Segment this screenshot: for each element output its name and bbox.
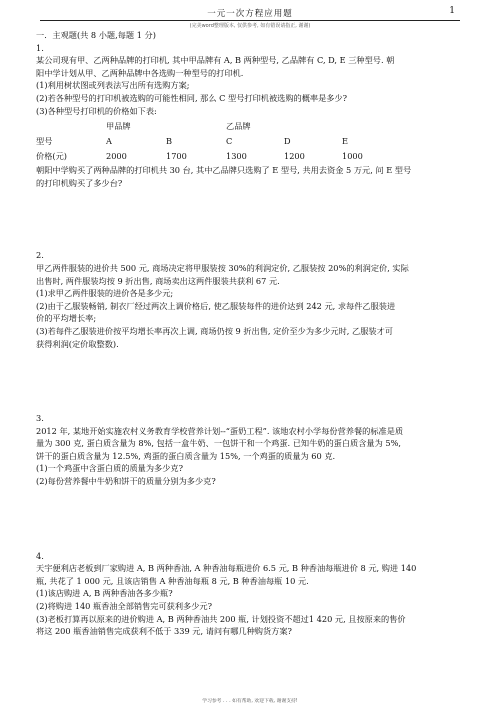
question-number: 2. (36, 250, 44, 261)
table-cell: 2000 (106, 151, 127, 162)
question-text-line: 量为 300 克, 蛋白质含量为 8%, 包括一盒牛奶、一包饼干和一个鸡蛋. 已知牛奶的蛋白质含量为 5%, (36, 438, 401, 449)
page-footer: 学习参考 . . . 如有帮助, 欢迎下载, 谢谢支持! (202, 699, 298, 704)
question-text-line: 阳中学计划从甲、乙两种品牌中各选购一种型号的打印机. (36, 67, 244, 78)
table-cell: 1000 (342, 151, 363, 162)
table-cell: 甲品牌 (106, 121, 131, 132)
question-4 (36, 550, 466, 638)
question-text-line: 出售时, 两件服装均按 9 折出售, 商场卖出这两件服装共获利 67 元. (36, 275, 280, 286)
table-row (36, 134, 400, 149)
question-text-line: (3)若每件乙服装进价按平均增长率再次上调, 商场仍按 9 折出售, 定价至少为多少元时, 乙服装才可 (36, 325, 393, 336)
question-number: 4. (36, 550, 44, 561)
table-cell (342, 119, 400, 134)
table-cell: C (226, 136, 233, 147)
table-row (36, 149, 400, 164)
question-text-line: (1)求甲乙两件服装的进价各是多少元; (36, 288, 174, 299)
table-cell: 价格(元) (36, 151, 67, 162)
table-cell: 1300 (226, 151, 247, 162)
header-divider (40, 20, 460, 21)
header-title: 一元一次方程应用题 (207, 9, 293, 19)
table-row (36, 119, 400, 134)
question-number: 3. (36, 413, 44, 424)
section-title: 一．主观题(共 8 小题,每题 1 分) (36, 30, 156, 40)
answer-space (36, 189, 466, 249)
header-note: (完美word整理版本, 仅供参考, 如有错误请指正, 谢谢) (189, 23, 311, 29)
question-text-line: 某公司现有甲、乙两种品牌的打印机, 其中甲品牌有 A, B 两种型号, 乙品牌有 C, D, E 三种型号. 朝 (36, 55, 395, 66)
question-text-line: 价的平均增长率; (36, 313, 97, 324)
table-cell: D (284, 136, 291, 147)
question-text-line: 朝阳中学购买了两种品牌的打印机共 30 台, 其中乙品牌只选购了 E 型号, 共用去资金 5 万元, 问 E 型号 (36, 165, 412, 176)
question-text-line: (3)各种型号打印机的价格如下表: (36, 105, 157, 116)
table-cell: 1200 (284, 151, 305, 162)
question-2 (36, 249, 466, 350)
question-text-line: 的打印机购买了多少台? (36, 177, 123, 188)
question-text-line: 天宇便利店老板到厂家购进 A, B 两种香油, A 种香油每瓶进价 6.5 元, B 种香油每瓶进价 8 元, 购进 140 (36, 563, 417, 574)
document-body (36, 29, 466, 638)
question-text-line: (1)一个鸡蛋中含蛋白质的质量为多少克? (36, 463, 183, 474)
question-text-line: (1)利用树状图或列表法写出所有选购方案; (36, 80, 190, 91)
question-text-line: (2)每份营养餐中牛奶和饼干的质量分别为多少克? (36, 476, 216, 487)
question-text-line: (2)将购进 140 瓶香油全部销售完可获利多少元? (36, 601, 213, 612)
question-number: 1. (36, 42, 44, 53)
table-cell: 1700 (166, 151, 187, 162)
table-cell (166, 119, 226, 134)
table-cell: A (106, 136, 112, 147)
question-text-line: 将这 200 瓶香油销售完成获利不低于 339 元, 请问有哪几种购货方案? (36, 626, 292, 637)
question-text-line: (2)由于乙服装畅销, 制衣厂经过两次上调价格后, 使乙服装每件的进价达到 242 元, 求每件乙服装进 (36, 300, 396, 311)
answer-space (36, 350, 466, 412)
table-cell: 乙品牌 (226, 121, 251, 132)
question-text-line: (1)该店购进 A, B 两种香油各多少瓶? (36, 588, 173, 599)
page-number: 1 (449, 6, 455, 16)
question-text-line: 2012 年, 某地开始实施农村义务教育学校营养计划--“蛋奶工程”. 该地农村小学每份营养餐的标准是质 (36, 425, 404, 436)
question-text-line: (3)老板打算再以原来的进价购进 A, B 两种香油共 200 瓶, 计划投资不超过1 420 元, 且按原来的售价 (36, 613, 406, 624)
table-cell (36, 119, 106, 134)
table-cell (284, 119, 342, 134)
table-cell: B (166, 136, 173, 147)
table-cell: E (342, 136, 348, 147)
question-3 (36, 412, 466, 488)
question-text-line: 饼干的蛋白质含量为 12.5%, 鸡蛋的蛋白质含量为 15%, 一个鸡蛋的质量为 60 克. (36, 450, 336, 461)
price-table (36, 119, 400, 164)
answer-space (36, 488, 466, 550)
question-text-line: 瓶, 共花了 1 000 元, 且该店销售 A 种香油每瓶 8 元, B 种香油每瓶 10 元. (36, 575, 309, 586)
question-text-line: 获得利润(定价取整数). (36, 338, 119, 349)
question-text-line: 甲乙两件服装的进价共 500 元, 商场决定将甲服装按 30%的利润定价, 乙服装按 20%的利润定价, 实际 (36, 262, 409, 273)
question-text-line: (2)若各种型号的打印机被选购的可能性相同, 那么 C 型号打印机被选购的概率是多少? (36, 92, 348, 103)
question-1 (36, 42, 466, 190)
table-cell: 型号 (36, 136, 53, 147)
